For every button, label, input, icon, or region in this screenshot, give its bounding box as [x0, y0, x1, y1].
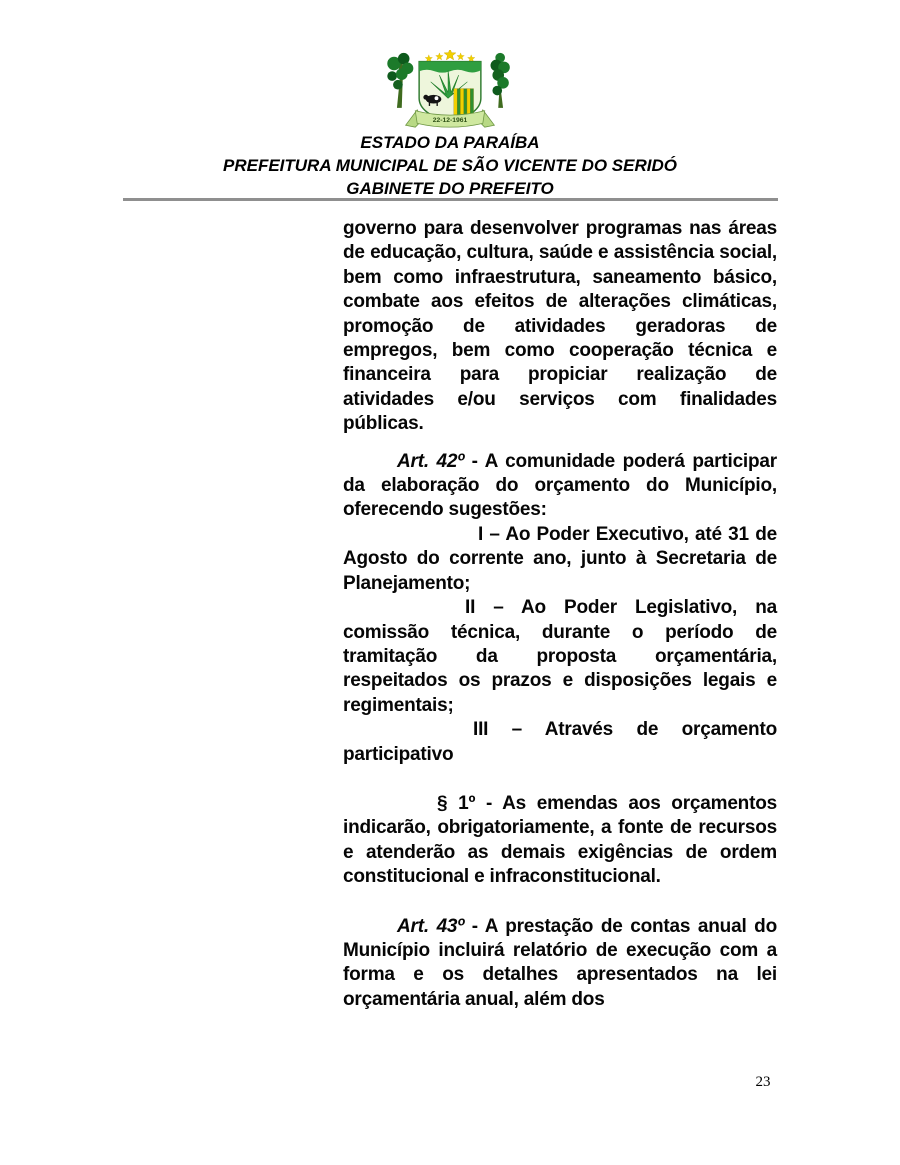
- ribbon-date-text: 22-12-1961: [432, 116, 468, 124]
- letterhead-state: ESTADO DA PARAÍBA: [360, 133, 540, 152]
- article-43-number: Art. 43º: [397, 915, 465, 937]
- coat-of-arms-icon: [370, 50, 530, 132]
- paragraph-continuation: governo para desenvolver programas nas áreas de educação, cultura, saúde e assistência social, bem como infraestrutura, saneamento básico, combate aos efeitos de alterações climáticas, promoção de atividades geradoras de empregos, bem como cooperação técnica e financeira para propiciar realização de atividades e/ou serviços com finalidades públicas.: [343, 218, 777, 435]
- paragraph-section-1: § 1º - As emendas aos orçamentos indicarão, obrigatoriamente, a fonte de recursos e atenderão as demais exigências de ordem constitucional e infraconstitucional.: [343, 792, 777, 888]
- striped-flag-icon: [454, 89, 474, 115]
- paragraph-item-i: I – Ao Poder Executivo, até 31 de Agosto do corrente ano, junto à Secretaria de Planejamento;: [343, 523, 777, 594]
- header-divider: [123, 198, 778, 201]
- article-42-text: - A comunidade poderá participar da elaboração do orçamento do Município, oferecendo sugestões:: [343, 450, 777, 521]
- article-42-number: Art. 42º: [397, 450, 465, 472]
- document-body: [343, 217, 777, 1012]
- article-43-text: - A prestação de contas anual do Município incluirá relatório de execução com a forma e os detalhes apresentados na lei orçamentária anual, além dos: [343, 915, 777, 1010]
- paragraph-item-ii: II – Ao Poder Legislativo, na comissão técnica, durante o período de tramitação da proposta orçamentária, respeitados os prazos e disposições legais e regimentais;: [343, 597, 777, 716]
- paragraph-item-iii: III – Através de orçamento participativo: [343, 719, 777, 765]
- paragraph-art-43: [343, 915, 777, 1013]
- right-tree-icon: [491, 53, 510, 108]
- letterhead-office: GABINETE DO PREFEITO: [346, 179, 554, 198]
- left-tree-icon: [387, 53, 413, 108]
- letterhead: [0, 131, 900, 200]
- paragraph-art-42: [343, 450, 777, 523]
- stars-icon: [425, 50, 475, 62]
- page-number: 23: [755, 1074, 771, 1090]
- letterhead-municipality: PREFEITURA MUNICIPAL DE SÃO VICENTE DO SERIDÓ: [222, 156, 677, 175]
